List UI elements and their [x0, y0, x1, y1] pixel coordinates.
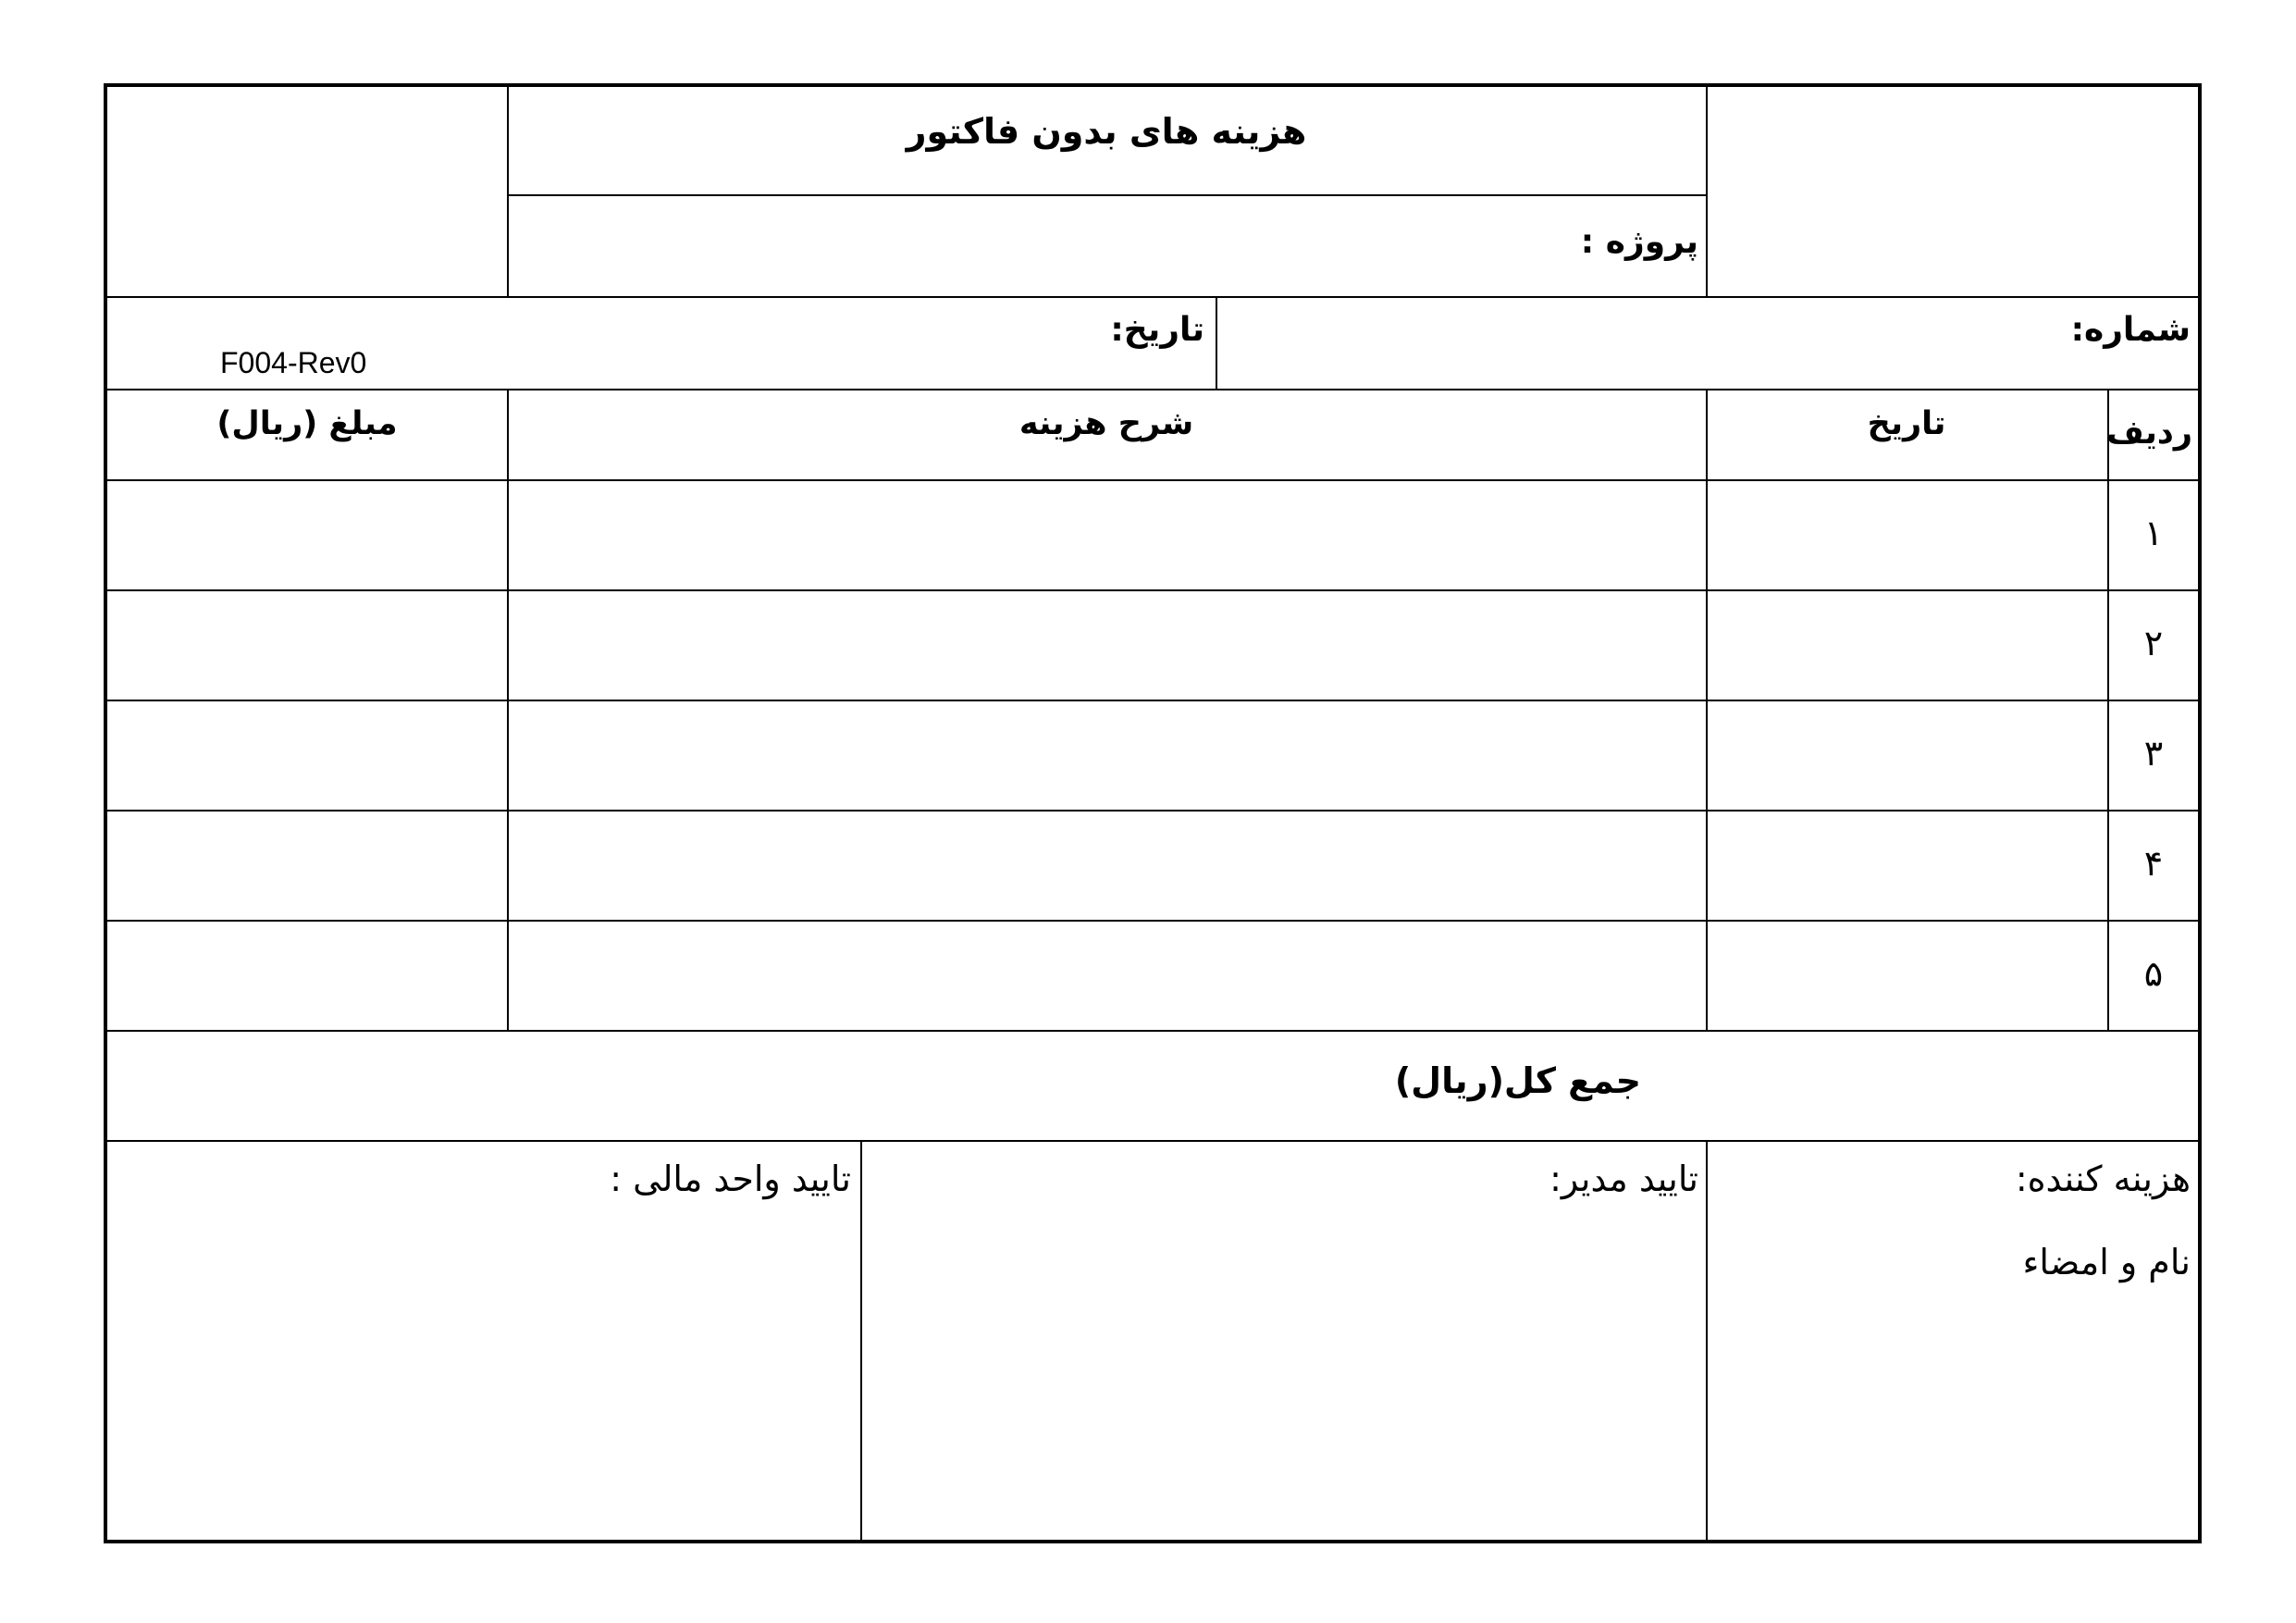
- column-header-description: شرح هزینه: [1018, 405, 1194, 442]
- form-title: هزینه های بدون فاکتور: [906, 111, 1307, 152]
- finance-approval-label: تایید واحد مالی :: [610, 1158, 851, 1199]
- header-right-divider: [1706, 87, 1708, 298]
- header-bottom-line: [107, 296, 2198, 298]
- expense-form: [104, 83, 2202, 1543]
- row-number-column-divider: [2107, 389, 2109, 1032]
- row-3-line: [107, 810, 2198, 812]
- footer-left-divider: [860, 1140, 862, 1543]
- amount-column-divider: [507, 389, 509, 1032]
- column-header-amount: مبلغ (ریال): [216, 405, 398, 442]
- description-column-divider: [1706, 389, 1708, 1032]
- title-divider: [507, 194, 1706, 196]
- name-signature-label: نام و امضاء: [2022, 1242, 2191, 1282]
- manager-approval-label: تایید مدیر:: [1549, 1158, 1698, 1199]
- row-number: ۴: [2143, 843, 2164, 884]
- row-number: ۲: [2143, 623, 2164, 663]
- number-label: شماره:: [2070, 311, 2191, 349]
- row-2-line: [107, 700, 2198, 701]
- column-header-row: ردیف: [2106, 415, 2192, 452]
- row-4-line: [107, 920, 2198, 922]
- row-5-line: [107, 1030, 2198, 1032]
- total-bottom-line: [107, 1140, 2198, 1142]
- date-label: تاریخ:: [1110, 311, 1204, 349]
- spender-label: هزینه کننده:: [2015, 1158, 2191, 1199]
- footer-right-divider: [1706, 1140, 1708, 1543]
- row-number: ۵: [2143, 953, 2164, 994]
- total-label: جمع کل(ریال): [1394, 1060, 1641, 1101]
- project-label: پروژه :: [1580, 223, 1698, 261]
- column-header-bottom-line: [107, 479, 2198, 481]
- info-bottom-line: [107, 389, 2198, 390]
- form-code: F004-Rev0: [220, 346, 367, 379]
- info-divider: [1216, 296, 1217, 390]
- row-number: ۱: [2143, 513, 2164, 553]
- row-1-line: [107, 589, 2198, 591]
- column-header-date: تاریخ: [1867, 405, 1946, 442]
- row-number: ۳: [2143, 733, 2164, 774]
